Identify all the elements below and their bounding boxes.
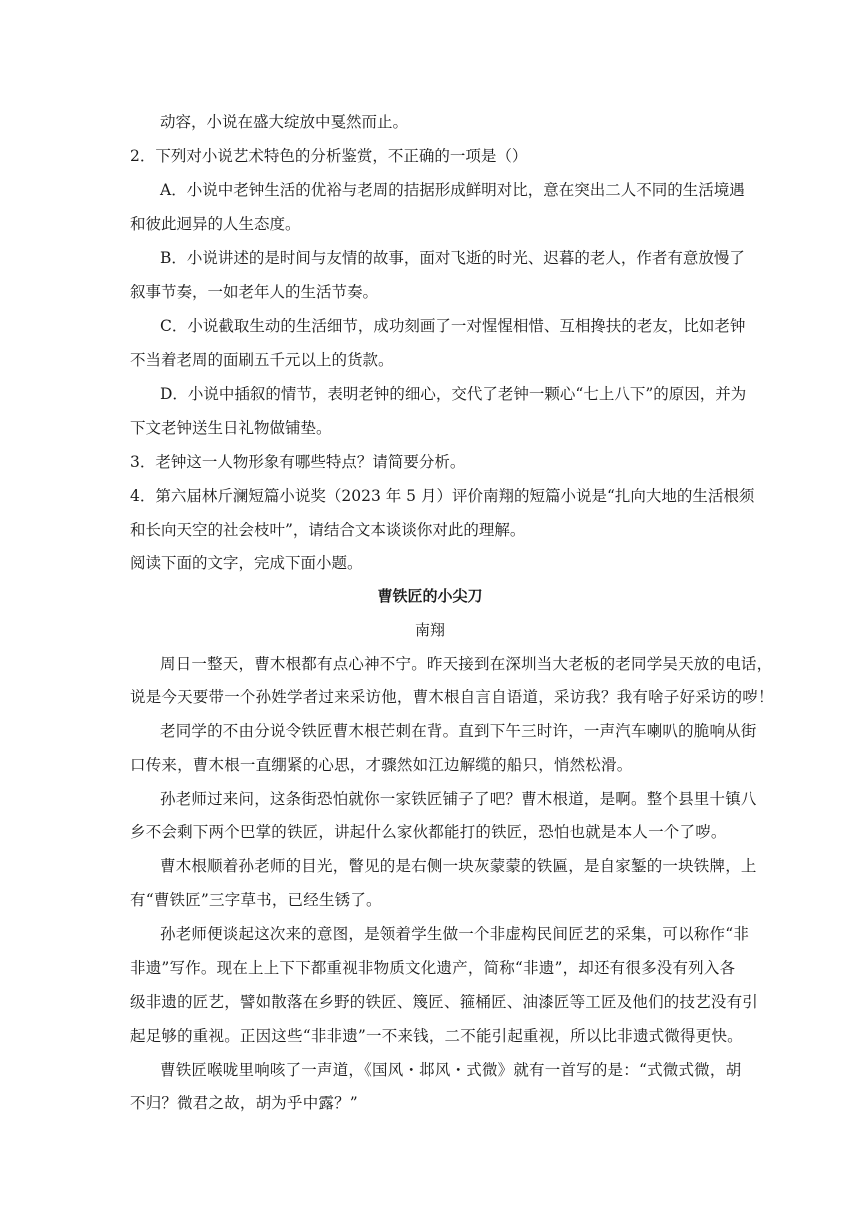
story-paragraph-line: 曹铁匠喉咙里响咳了一声道，《国风・邶风・式微》就有一首写的是：“式微式微，胡: [160, 1061, 742, 1079]
story-paragraph-line: 孙老师过来问，这条街恐怕就你一家铁匠铺子了吧？曹木根道，是啊。整个县里十镇八: [160, 790, 757, 808]
story-paragraph-line: 级非遗的匠艺，譬如散落在乡野的铁匠、篾匠、箍桶匠、油漆匠等工匠及他们的技艺没有引: [130, 993, 759, 1011]
question-3: 3．老钟这一人物形象有哪些特点？请简要分析。: [130, 453, 466, 471]
story-paragraph-line: 口传来，曹木根一直绷紧的心思，才骤然如江边解缆的船只，悄然松滑。: [130, 756, 633, 774]
question-2-stem: 2．下列对小说艺术特色的分析鉴赏，不正确的一项是（）: [130, 147, 528, 165]
story-title: 曹铁匠的小尖刀: [377, 587, 483, 605]
story-paragraph-line: 有“曹铁匠”三字草书，已经生锈了。: [130, 891, 382, 909]
story-paragraph-line: 老同学的不由分说令铁匠曹木根芒刺在背。直到下午三时许，一声汽车喇叭的脆响从街: [160, 722, 757, 740]
reading-instruction: 阅读下面的文字，完成下面小题。: [130, 554, 363, 572]
question-2-option-b: B．小说讲述的是时间与友情的故事，面对飞逝的时光、迟暮的老人，作者有意放慢了: [160, 249, 745, 267]
story-paragraph-line: 乡不会剩下两个巴掌的铁匠，讲起什么家伙都能打的铁匠，恐怕也就是本人一个了哕。: [130, 823, 727, 841]
question-2-option-b-cont: 叙事节奏，一如老年人的生活节奏。: [130, 283, 379, 301]
question-2-option-a: A．小说中老钟生活的优裕与老周的拮据形成鲜明对比，意在突出二人不同的生活境遇: [160, 181, 745, 199]
story-paragraph-line: 非遗”写作。现在上上下下都重视非物质文化遗产，简称“非遗”，却还有很多没有列入各: [130, 959, 736, 977]
previous-passage-ending: 动容，小说在盛大绽放中戛然而止。: [160, 113, 409, 131]
story-paragraph-line: 曹木根顺着孙老师的目光，瞥见的是右侧一块灰蒙蒙的铁匾，是自家錾的一块铁牌，上: [160, 857, 757, 875]
story-paragraph-line: 孙老师便谈起这次来的意图，是领着学生做一个非虚构民间匠艺的采集，可以称作“非: [160, 925, 750, 943]
story-paragraph-line: 不归？微君之故，胡为乎中露？”: [130, 1094, 358, 1112]
question-4: 4．第六届林斤澜短篇小说奖（2023 年 5 月）评价南翔的短篇小说是“扎向大地的生活根须: [130, 487, 755, 505]
story-paragraph-line: 周日一整天，曹木根都有点心神不宁。昨天接到在深圳当大老板的老同学吴天放的电话，: [160, 655, 773, 673]
story-paragraph-line: 起足够的重视。正因这些“非非遗”一不来钱，二不能引起重视，所以比非遗式微得更快。: [130, 1027, 743, 1045]
question-2-option-c: C．小说截取生动的生活细节，成功刻画了一对惺惺相惜、互相搀扶的老友，比如老钟: [160, 317, 746, 335]
question-4-cont: 和长向天空的社会枝叶”，请结合文本谈谈你对此的理解。: [130, 521, 526, 539]
story-paragraph-line: 说是今天要带一个孙姓学者过来采访他，曹木根自言自语道，采访我？我有啥子好采访的哕！: [130, 688, 774, 706]
question-2-option-d: D．小说中插叙的情节，表明老钟的细心，交代了老钟一颗心“七上八下”的原因，并为: [160, 385, 747, 403]
question-2-option-a-cont: 和彼此迥异的人生态度。: [130, 215, 301, 233]
question-2-option-c-cont: 不当着老周的面刷五千元以上的货款。: [130, 351, 394, 369]
question-2-option-d-cont: 下文老钟送生日礼物做铺垫。: [130, 419, 332, 437]
story-author: 南翔: [414, 621, 445, 639]
